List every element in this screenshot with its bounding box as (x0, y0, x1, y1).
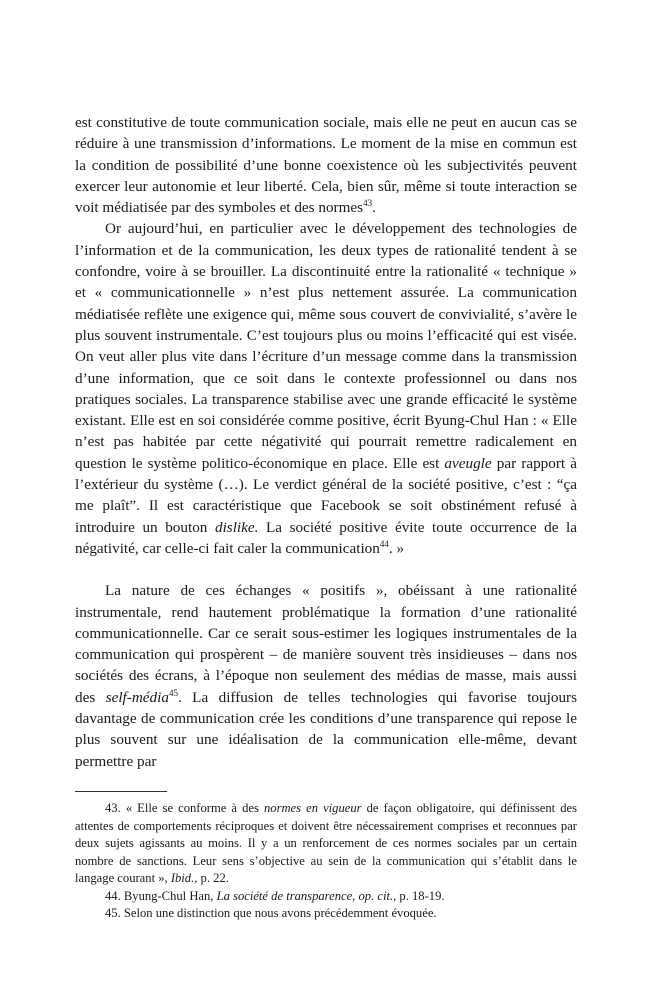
paragraph-2-text-b: par rapport à l’extérieur du système (…). Le verdict général de la société positive, c’est : “ça me plaît”. Il est caractéristique que Facebook se soit obstinément refusé à introduire un bouton (75, 454, 577, 536)
emphasis-aveugle: aveugle (444, 454, 492, 472)
footnote-43-text-c: p. 22. (197, 871, 229, 886)
footnote-43-emphasis-normes: normes en vigueur (263, 800, 362, 815)
paragraph-3 (75, 580, 577, 772)
paragraph-3-text-b: . La diffusion de telles technologies qui favorise toujours davantage de communication crée les conditions d’une transparence qui repose le plus souvent sur une idéalisation de la communication elle-même, devant permettre par (75, 688, 577, 770)
footnote-44-text-a: 44. Byung-Chul Han, (105, 888, 217, 903)
emphasis-self-media: self-média (105, 688, 169, 706)
footnote-44 (75, 888, 577, 906)
footnote-44-text-b: p. 18-19. (396, 888, 445, 903)
paragraph-2-end: . » (388, 539, 405, 557)
paragraph-2 (75, 218, 577, 559)
paragraph-2-text-a: Or aujourd’hui, en particulier avec le développement des technologies de l’information et de la communication, les deux types de rationalité tendent à se confondre, voire à se brouiller. La discontinuité entre la rationalité « technique » et « communicationnelle » n’est plus nettement assurée. La communication médiatisée reflète une exigence qui, même sous couvert de convivialité, s’avère le plus souvent instrumentale. C’est toujours plus ou moins l’efficacité qui est visée. On veut aller plus vite dans l’écriture d’un message comme dans la transmission d’une information, que ce soit dans le contexte professionnel ou dans nos pratiques sociales. La transparence stabilise avec une grande efficacité le système existant. Elle est en soi considérée comme positive, écrit Byung-Chul Han : « Elle n’est pas habitée par cette négativité qui pourrait remettre radicalement en question le système politico-économique en place. Elle est (75, 220, 577, 472)
footnote-44-emphasis-title: La société de transparence, op. cit., (216, 888, 397, 903)
footnote-43 (75, 800, 577, 888)
footnote-43-emphasis-ibid: Ibid., (170, 871, 198, 886)
footnote-45-text: 45. Selon une distinction que nous avons précédemment évoquée. (105, 906, 437, 921)
emphasis-dislike: dislike. (214, 518, 259, 536)
footnote-45 (75, 905, 577, 923)
paragraph-3-text-a: La nature de ces échanges « positifs », obéissant à une rationalité instrumentale, rend hautement problématique la formation d’une rationalité communicationnelle. Car ce serait sous-estimer les logiques instrumentales de la communication qui prospèrent – de manière souvent très insidieuses – dans nos sociétés des écrans, à l’époque non seulement des médias de masse, mais aussi des (75, 582, 577, 706)
paragraph-1 (75, 112, 577, 218)
footnote-ref-44[interactable]: 44 (379, 538, 389, 549)
paragraph-2-text-c: La société positive évite toute occurrence de la négativité, car celle-ci fait caler la communication (75, 518, 577, 557)
page-content (75, 112, 577, 923)
footnote-ref-43[interactable]: 43 (363, 198, 373, 209)
footnote-43-text-a: 43. « Elle se conforme à des (105, 800, 264, 815)
footnote-ref-45[interactable]: 45 (168, 687, 178, 698)
footnote-43-text-b: de façon obligatoire, qui définissent des attentes de comportements réciproques et doivent être nécessairement comprises et reconnues par deux sujets agissants au moins. Il y a un renforcement de ces normes sociales par un certain nombre de sanctions. Leur sens s’objective au sein de la communication qui s’établit dans le langage courant », (75, 800, 578, 886)
footnote-separator (75, 791, 167, 792)
paragraph-1-text: est constitutive de toute communication sociale, mais elle ne peut en aucun cas se réduire à une transmission d’informations. Le moment de la mise en commun est la condition de possibilité d’une bonne coexistence où les subjectivités peuvent exercer leur autonomie et leur liberté. Cela, bien sûr, même si toute interaction se voit médiatisée par des symboles et des normes (75, 114, 577, 217)
paragraph-1-end: . (372, 199, 376, 217)
